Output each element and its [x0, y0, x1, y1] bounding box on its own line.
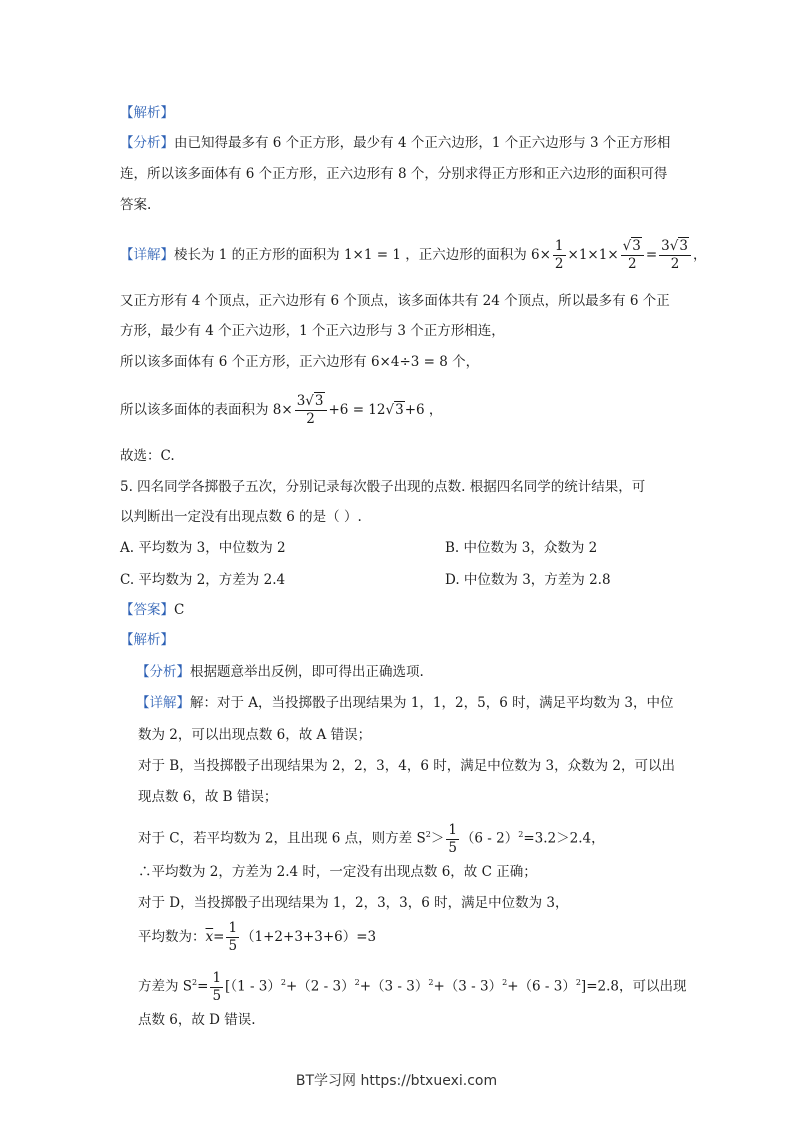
- q5-detail-6: ∴平均数为 2，方差为 2.4 时，一定没有出现点数 6，故 C 正确；: [138, 864, 537, 880]
- fenxi-text-1: 由已知得最多有 6 个正方形，最少有 4 个正六边形，1 个正六边形与 3 个正方形相: [174, 135, 671, 151]
- q5-detail-2: 数为 2，可以出现点数 6，故 A 错误；: [138, 727, 372, 743]
- mean-symbol: $\overline{x}$: [205, 929, 214, 945]
- sqrt-3: √3: [385, 402, 404, 418]
- daan-value: C: [174, 602, 185, 618]
- detail-line-2: 又正方形有 4 个顶点，正六边形有 6 个顶点，该多面体共有 24 个顶点，所以最多有 6 个正: [120, 293, 670, 309]
- fraction-one-fifth-b: $\frac{1}{5}$: [228, 920, 238, 954]
- detail-line-1: 【详解】棱长为 1 的正方形的面积为 1×1 = 1 ，正六边形的面积为 6× $\frac{1}{2}$ ×1×1× $\frac{√3}{2}$ = $\frac{3√3}{2}$ ，: [120, 238, 707, 272]
- fraction-one-fifth: $\frac{1}{5}$: [448, 821, 457, 856]
- analysis-line-2: 连，所以该多面体有 6 个正方形，正六边形有 8 个，分别求得正方形和正六边形的面积可得: [120, 166, 668, 182]
- detail-line-3: 方形，最少有 4 个正六边形，1 个正六边形与 3 个正方形相连，: [120, 323, 505, 339]
- detail-line-4: 所以该多面体有 6 个正方形，正六边形有 6×4÷3 = 8 个，: [120, 354, 480, 370]
- fraction-sqrt3-over-2: $\frac{√3}{2}$: [621, 238, 644, 273]
- analysis-line-3: 答案.: [120, 197, 152, 213]
- fraction-3sqrt3-over-2-b: $\frac{3√3}{2}$: [295, 393, 327, 428]
- q5-stem-1: 5. 四名同学各掷骰子五次，分别记录每次骰子出现的点数. 根据四名同学的统计结果，可: [120, 479, 646, 495]
- option-a: A. 平均数为 3，中位数为 2: [120, 540, 286, 556]
- option-b: B. 中位数为 3，众数为 2: [445, 540, 598, 556]
- fenxi-tag: 【分析】: [120, 135, 174, 151]
- option-c: C. 平均数为 2，方差为 2.4: [120, 572, 286, 588]
- option-d: D. 中位数为 3，方差为 2.8: [445, 572, 611, 588]
- answer-choice: 故选：C.: [120, 448, 175, 464]
- daan-tag: 【答案】: [120, 602, 174, 618]
- fraction-3sqrt3-over-2: $\frac{3√3}{2}$: [659, 238, 691, 273]
- site-watermark-footer: BT学习网 https://btxuexi.com: [295, 1073, 498, 1089]
- q5-detail-3: 对于 B，当投掷骰子出现结果为 2，2，3，4，6 时，满足中位数为 3，众数为 2，可以出: [138, 758, 675, 774]
- detail-text-1: 棱长为 1 的正方形的面积为 1×1 = 1 ，正六边形的面积为 6×: [174, 247, 551, 263]
- fraction-one-half: $\frac{1}{2}$: [554, 238, 564, 272]
- detail-text-1b: ×1×1×: [567, 247, 619, 263]
- q5-detail-5: 对于 C，若平均数为 2，且出现 6 点，则方差 $S^2>$ $\frac{1}{5}$ （6 - 2）$^2$=3.2＞2.4，: [138, 821, 605, 856]
- xiangjie-tag: 【详解】: [120, 247, 174, 263]
- analysis-line-1: [120, 133, 670, 153]
- q5-fenxi: 【分析】根据题意举出反例，即可得出正确选项.: [136, 664, 424, 680]
- q5-stem-2: 以判断出一定没有出现点数 6 的是（ ）.: [120, 509, 362, 525]
- q5-analysis-heading: 【解析】: [120, 632, 174, 648]
- answer-line: [120, 600, 184, 620]
- q5-detail-1: 【详解】解：对于 A，当投掷骰子出现结果为 1，1，2，5，6 时，满足平均数为 3，中位: [136, 695, 674, 711]
- q5-detail-9: 方差为 $S^2=$ $\frac{1}{5}$ [（1 - 3）$^2$+（2 - 3）$^2$+（3 - 3）$^2$+（3 - 3）$^2$+（6 - 3）$^2$]=2.8，可以出现: [138, 969, 687, 1004]
- q5-detail-4: 现点数 6，故 B 错误；: [138, 789, 278, 805]
- detail-equals: =: [645, 247, 658, 263]
- q5-detail-10: 点数 6，故 D 错误.: [138, 1012, 256, 1028]
- q5-detail-8: 平均数为：$\overline{x}=$ $\frac{1}{5}$ （1+2+3+3+6）=3: [138, 920, 377, 954]
- fraction-one-fifth-c: $\frac{1}{5}$: [212, 969, 222, 1004]
- q5-detail-7: 对于 D，当投掷骰子出现结果为 1，2，3，3，6 时，满足中位数为 3，: [138, 895, 569, 911]
- detail-line-5: 所以该多面体的表面积为 8× $\frac{3√3}{2}$ +6 = 12√3+6 ，: [120, 393, 443, 427]
- analysis-heading: 【解析】: [120, 105, 174, 121]
